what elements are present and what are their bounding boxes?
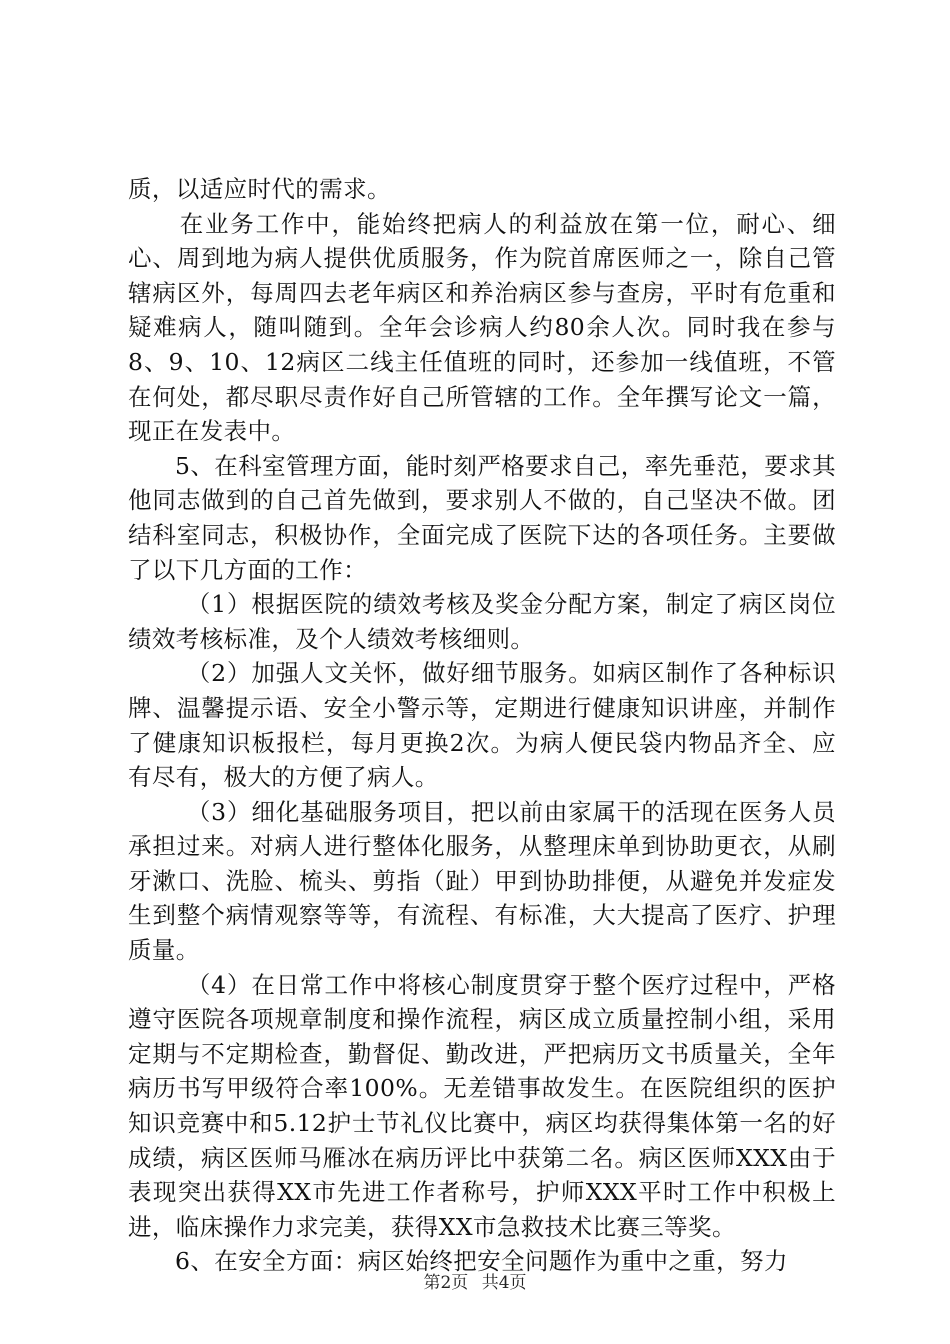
paragraph-safety: 6、在安全方面：病区始终把安全问题作为重中之重，努力 (175, 1247, 788, 1276)
page-footer (0, 1272, 950, 1294)
paragraph-item-4: （4）在日常工作中将核心制度贯穿于整个医疗过程中，严格遵守医院各项规章制度和操作流程，病区成立质量控制小组，采用定期与不定期检查，勤督促、勤改进，严把病历文书质量关，全年病历书写甲级符合率100%。无差错事故发生。在医院组织的医护知识竞赛中和5.12护士节礼仪比赛中，病区均获得集体第一名的好成绩，病区医师马雁冰在病历评比中获第二名。病区医师XXX由于表现突出获得XX市先进工作者称号，护师XXX平时工作中积极上进，临床操作力求完美，获得XX市急救技术比赛三等奖。 (128, 970, 836, 1241)
page-number-current: 第2页 (423, 1273, 469, 1293)
paragraph-department-management: 5、在科室管理方面，能时刻严格要求自己，率先垂范，要求其他同志做到的自己首先做到，要求别人不做的，自己坚决不做。团结科室同志，积极协作，全面完成了医院下达的各项任务。主要做了以下几方面的工作： (128, 451, 836, 584)
paragraph-item-1: （1）根据医院的绩效考核及奖金分配方案，制定了病区岗位绩效考核标准，及个人绩效考核细则。 (128, 590, 836, 653)
page-number-total: 共4页 (481, 1273, 527, 1293)
paragraph-business-work: 在业务工作中，能始终把病人的利益放在第一位，耐心、细心、周到地为病人提供优质服务，作为院首席医师之一，除自己管辖病区外，每周四去老年病区和养治病区参与查房，平时有危重和疑难病人，随叫随到。全年会诊病人约80余人次。同时我在参与8、9、10、12病区二线主任值班的同时，还参加一线值班，不管在何处，都尽职尽责作好自己所管辖的工作。全年撰写论文一篇，现正在发表中。 (128, 209, 836, 446)
paragraph-item-2: （2）加强人文关怀，做好细节服务。如病区制作了各种标识牌、温馨提示语、安全小警示等，定期进行健康知识讲座，并制作了健康知识板报栏，每月更换2次。为病人便民袋内物品齐全、应有尽有，极大的方便了病人。 (128, 659, 836, 792)
paragraph-continuation: 质，以适应时代的需求。 (128, 175, 391, 203)
document-body (128, 172, 836, 1279)
paragraph-item-3: （3）细化基础服务项目，把以前由家属干的活现在医务人员承担过来。对病人进行整体化服务，从整理床单到协助更衣，从刷牙漱口、洗脸、梳头、剪指（趾）甲到协助排便，从避免并发症发生到整个病情观察等等，有流程、有标准，大大提高了医疗、护理质量。 (128, 797, 836, 965)
